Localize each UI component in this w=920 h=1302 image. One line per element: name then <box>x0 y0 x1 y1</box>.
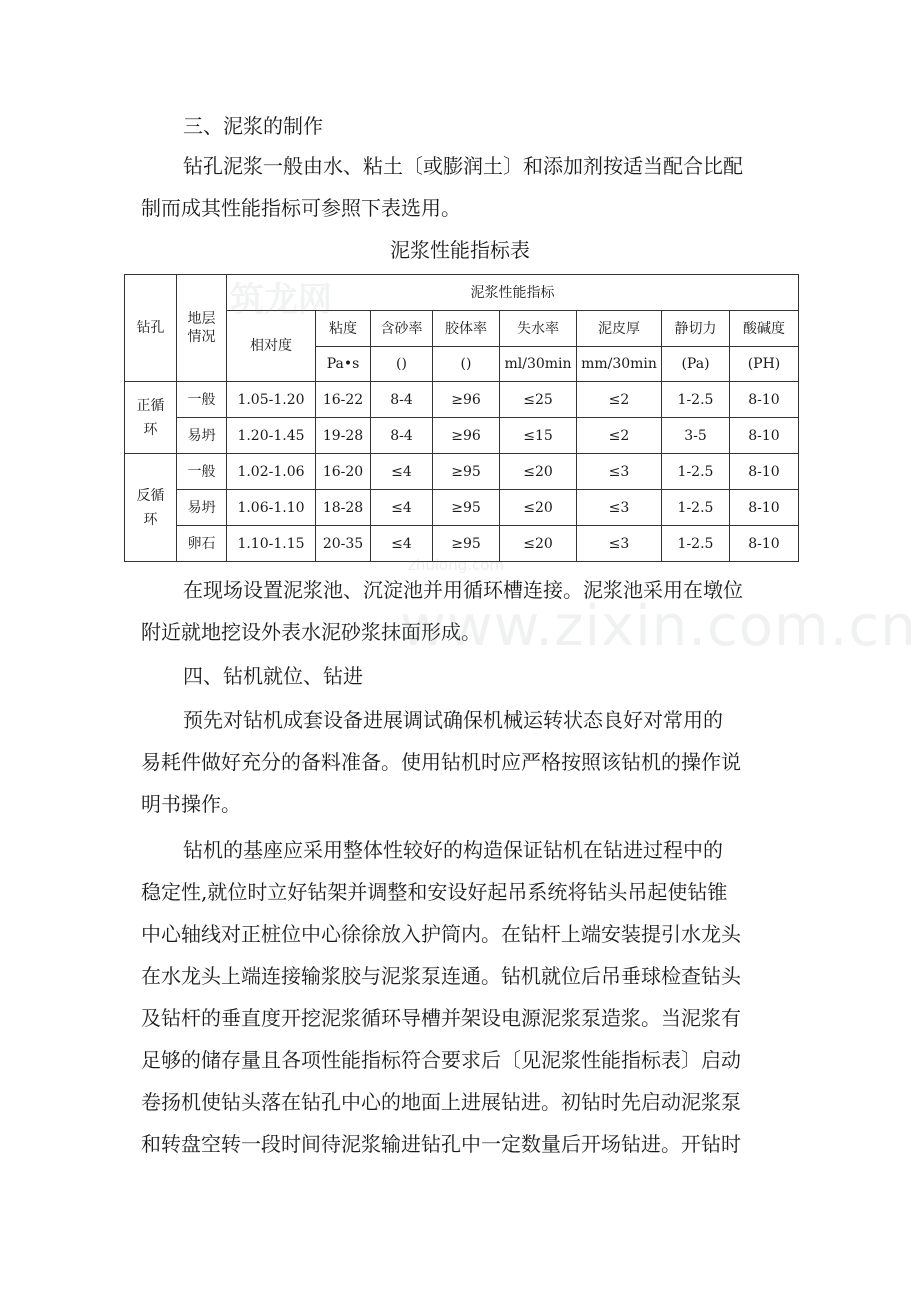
value-cell: ≤2 <box>577 418 662 454</box>
value-cell: 1-2.5 <box>662 526 730 562</box>
header-metric-name: 泥皮厚 <box>577 311 662 347</box>
value-cell: 1.02-1.06 <box>227 454 316 490</box>
value-cell: 8-10 <box>730 382 799 418</box>
paragraph-4-line-1: 钻机的基座应采用整体性较好的构造保证钻机在钻进过程中的 <box>183 838 723 862</box>
value-cell: ≤20 <box>500 454 577 490</box>
value-cell: ≤3 <box>577 490 662 526</box>
paragraph-4-line-5: 及钻杆的垂直度开挖泥浆循环导槽并架设电源泥浆泵造浆。当泥浆有 <box>141 1006 741 1030</box>
layer-cell: 卵石 <box>177 526 227 562</box>
paragraph-1-line-2: 制而成其性能指标可参照下表选用。 <box>141 196 461 220</box>
header-metric-unit: () <box>371 347 433 382</box>
value-cell: ≥95 <box>433 490 500 526</box>
header-layer: 地层情况 <box>177 275 227 382</box>
table-row <box>125 382 799 418</box>
layer-cell: 易坍 <box>177 418 227 454</box>
value-cell: ≥95 <box>433 454 500 490</box>
header-metric-name: 粘度 <box>316 311 371 347</box>
circulation-type-cell: 反循环 <box>125 454 177 562</box>
header-metric-unit: (PH) <box>730 347 799 382</box>
value-cell: ≤2 <box>577 382 662 418</box>
header-metric-name: 酸碱度 <box>730 311 799 347</box>
mud-performance-table <box>124 274 799 562</box>
section-heading-3: 三、泥浆的制作 <box>183 114 323 138</box>
watermark-large: www.zixin.com.cn <box>400 594 917 659</box>
layer-cell: 易坍 <box>177 490 227 526</box>
header-metric-name: 胶体率 <box>433 311 500 347</box>
table-row <box>125 418 799 454</box>
section-heading-4: 四、钻机就位、钻进 <box>183 664 363 688</box>
header-metric-name: 相对度 <box>227 311 316 382</box>
value-cell: ≤15 <box>500 418 577 454</box>
watermark-small: zhulong.com <box>408 556 505 574</box>
header-metric-unit: ml/30min <box>500 347 577 382</box>
header-mud-performance: 泥浆性能指标 <box>227 275 799 311</box>
value-cell: ≥95 <box>433 526 500 562</box>
value-cell: ≤4 <box>371 490 433 526</box>
value-cell: 1.06-1.10 <box>227 490 316 526</box>
value-cell: ≤3 <box>577 526 662 562</box>
table-row <box>125 454 799 490</box>
value-cell: 1-2.5 <box>662 490 730 526</box>
header-metric-unit: mm/30min <box>577 347 662 382</box>
value-cell: 8-10 <box>730 418 799 454</box>
paragraph-3-line-3: 明书操作。 <box>141 792 241 816</box>
paragraph-4-line-8: 和转盘空转一段时间待泥浆输进钻孔中一定数量后开场钻进。开钻时 <box>141 1132 741 1156</box>
circulation-type-cell: 正循环 <box>125 382 177 454</box>
header-metric-unit: (Pa) <box>662 347 730 382</box>
value-cell: 3-5 <box>662 418 730 454</box>
paragraph-2-line-1: 在现场设置泥浆池、沉淀池并用循环槽连接。泥浆池采用在墩位 <box>183 578 743 602</box>
paragraph-3-line-1: 预先对钻机成套设备进展调试确保机械运转状态良好对常用的 <box>183 708 723 732</box>
value-cell: 8-4 <box>371 382 433 418</box>
paragraph-1-line-1: 钻孔泥浆一般由水、粘土〔或膨润土〕和添加剂按适当配合比配 <box>183 154 743 178</box>
value-cell: 1.10-1.15 <box>227 526 316 562</box>
paragraph-4-line-3: 中心轴线对正桩位中心徐徐放入护筒内。在钻杆上端安装提引水龙头 <box>141 922 741 946</box>
value-cell: 8-10 <box>730 490 799 526</box>
paragraph-2-line-2: 附近就地挖设外表水泥砂浆抹面形成。 <box>141 620 481 644</box>
paragraph-4-line-7: 卷扬机使钻头落在钻孔中心的地面上进展钻进。初钻时先启动泥浆泵 <box>141 1090 741 1114</box>
value-cell: 16-22 <box>316 382 371 418</box>
value-cell: 8-10 <box>730 454 799 490</box>
paragraph-4-line-6: 足够的储存量且各项性能指标符合要求后〔见泥浆性能指标表〕启动 <box>141 1048 741 1072</box>
value-cell: ≤3 <box>577 454 662 490</box>
value-cell: 1.20-1.45 <box>227 418 316 454</box>
watermark-top: 筑龙网 <box>230 280 332 320</box>
layer-cell: 一般 <box>177 454 227 490</box>
value-cell: ≤4 <box>371 526 433 562</box>
value-cell: 1-2.5 <box>662 454 730 490</box>
layer-cell: 一般 <box>177 382 227 418</box>
table-caption: 泥浆性能指标表 <box>390 238 530 262</box>
header-metric-name: 静切力 <box>662 311 730 347</box>
value-cell: 1.05-1.20 <box>227 382 316 418</box>
header-metric-name: 含砂率 <box>371 311 433 347</box>
value-cell: ≥96 <box>433 382 500 418</box>
value-cell: 20-35 <box>316 526 371 562</box>
value-cell: 16-20 <box>316 454 371 490</box>
value-cell: 8-4 <box>371 418 433 454</box>
paragraph-4-line-4: 在水龙头上端连接输浆胶与泥浆泵连通。钻机就位后吊垂球检查钻头 <box>141 964 741 988</box>
paragraph-4-line-2: 稳定性,就位时立好钻架并调整和安设好起吊系统将钻头吊起使钻锥 <box>141 880 728 904</box>
header-metric-unit: () <box>433 347 500 382</box>
value-cell: 8-10 <box>730 526 799 562</box>
header-metric-name: 失水率 <box>500 311 577 347</box>
value-cell: 1-2.5 <box>662 382 730 418</box>
value-cell: ≥96 <box>433 418 500 454</box>
table-row <box>125 526 799 562</box>
value-cell: 18-28 <box>316 490 371 526</box>
paragraph-3-line-2: 易耗件做好充分的备料准备。使用钻机时应严格按照该钻机的操作说 <box>141 750 741 774</box>
value-cell: ≤4 <box>371 454 433 490</box>
value-cell: ≤25 <box>500 382 577 418</box>
value-cell: ≤20 <box>500 490 577 526</box>
table-row <box>125 490 799 526</box>
value-cell: 19-28 <box>316 418 371 454</box>
value-cell: ≤20 <box>500 526 577 562</box>
header-drill: 钻孔 <box>125 275 177 382</box>
header-metric-unit: Pa•s <box>316 347 371 382</box>
